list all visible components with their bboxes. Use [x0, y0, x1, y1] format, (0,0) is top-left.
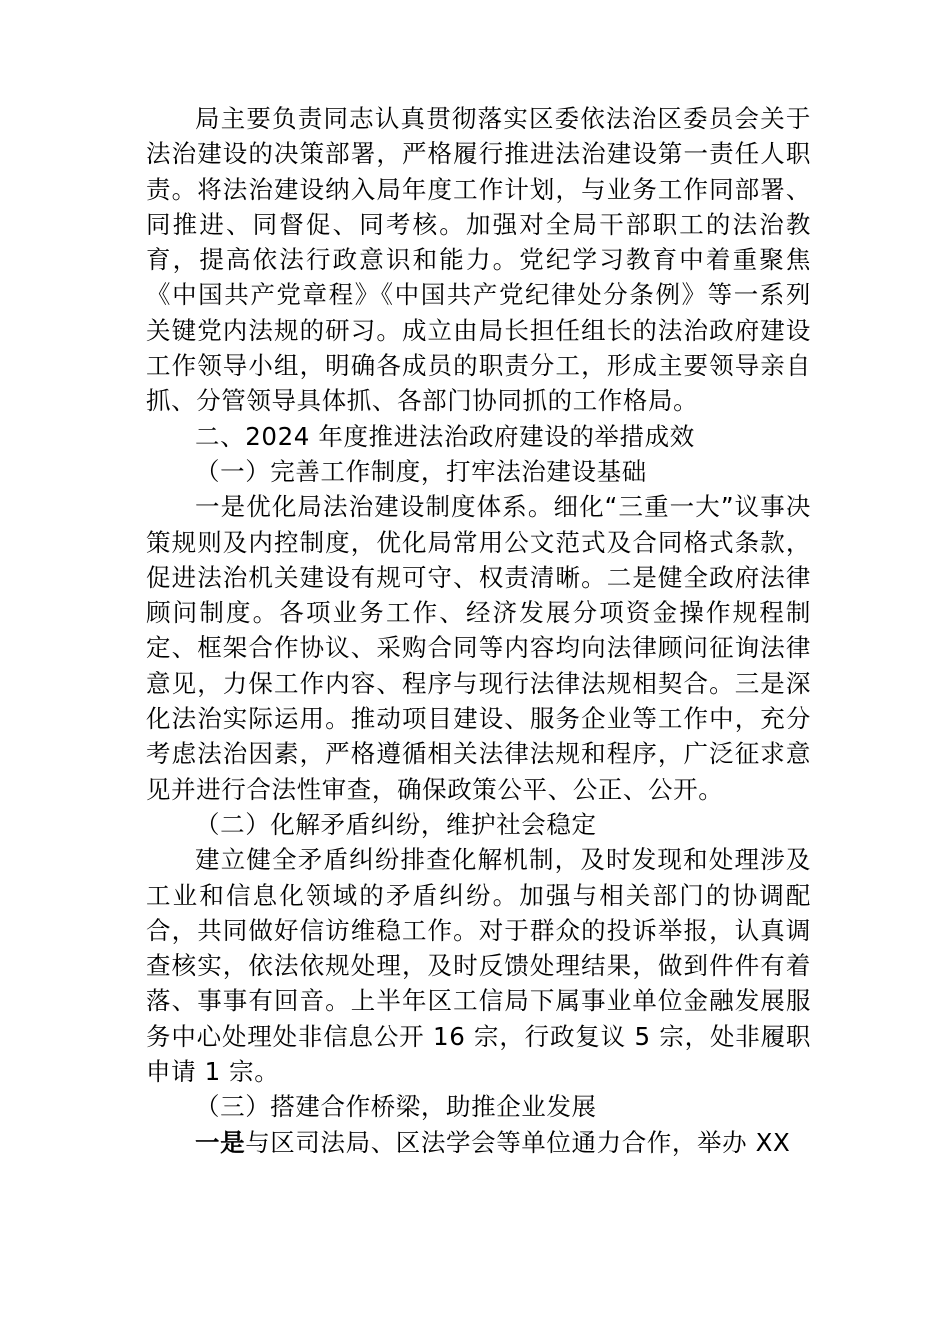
- section-2-heading: 二、2024 年度推进法治政府建设的举措成效: [195, 421, 695, 451]
- paragraph-responsibility: 局主要负责同志认真贯彻落实区委依法治区委员会关于法治建设的决策部署，严格履行推进法治建设第一责任人职责。将法治建设纳入局年度工作计划，与业务工作同部署、同推进、同督促、同考核。加强对全局干部职工的法治教育，提高依法行政意识和能力。党纪学习教育中着重聚焦《中国共产党章程》《中国共产党纪律处分条例》等一系列关键党内法规的研习。成立由局长担任组长的法治政府建设工作领导小组，明确各成员的职责分工，形成主要领导亲自抓、分管领导具体抓、各部门协同抓的工作格局。: [146, 104, 811, 416]
- subsection-2-heading: （二）化解矛盾纠纷，维护社会稳定: [195, 809, 597, 839]
- paragraph-cooperation: [146, 1125, 811, 1160]
- paragraph-work-system: 一是优化局法治建设制度体系。细化“三重一大”议事决策规则及内控制度，优化局常用公文范式及合同格式条款，促进法治机关建设有规可守、权责清晰。二是健全政府法律顾问制度。各项业务工作、经济发展分项资金操作规程制定、框架合作协议、采购合同等内容均向法律顾问征询法律意见，力保工作内容、程序与现行法律法规相契合。三是深化法治实际运用。推动项目建设、服务企业等工作中，充分考虑法治因素，严格遵循相关法律法规和程序，广泛征求意见并进行合法性审查，确保政策公平、公正、公开。: [146, 492, 811, 804]
- paragraph-cooperation-lead: 一是: [195, 1127, 246, 1157]
- paragraph-cooperation-text: 与区司法局、区法学会等单位通力合作，举办 XX: [245, 1127, 791, 1157]
- document-body: [146, 101, 811, 1160]
- subsection-1-heading: （一）完善工作制度，打牢法治建设基础: [195, 456, 647, 486]
- subsection-3-heading: （三）搭建合作桥梁，助推企业发展: [195, 1092, 597, 1122]
- paragraph-dispute-resolution: 建立健全矛盾纠纷排查化解机制，及时发现和处理涉及工业和信息化领域的矛盾纠纷。加强与相关部门的协调配合，共同做好信访维稳工作。对于群众的投诉举报，认真调查核实，依法依规处理，及时反馈处理结果，做到件件有着落、事事有回音。上半年区工信局下属事业单位金融发展服务中心处理处非信息公开 16 宗，行政复议 5 宗，处非履职申请 1 宗。: [146, 845, 811, 1087]
